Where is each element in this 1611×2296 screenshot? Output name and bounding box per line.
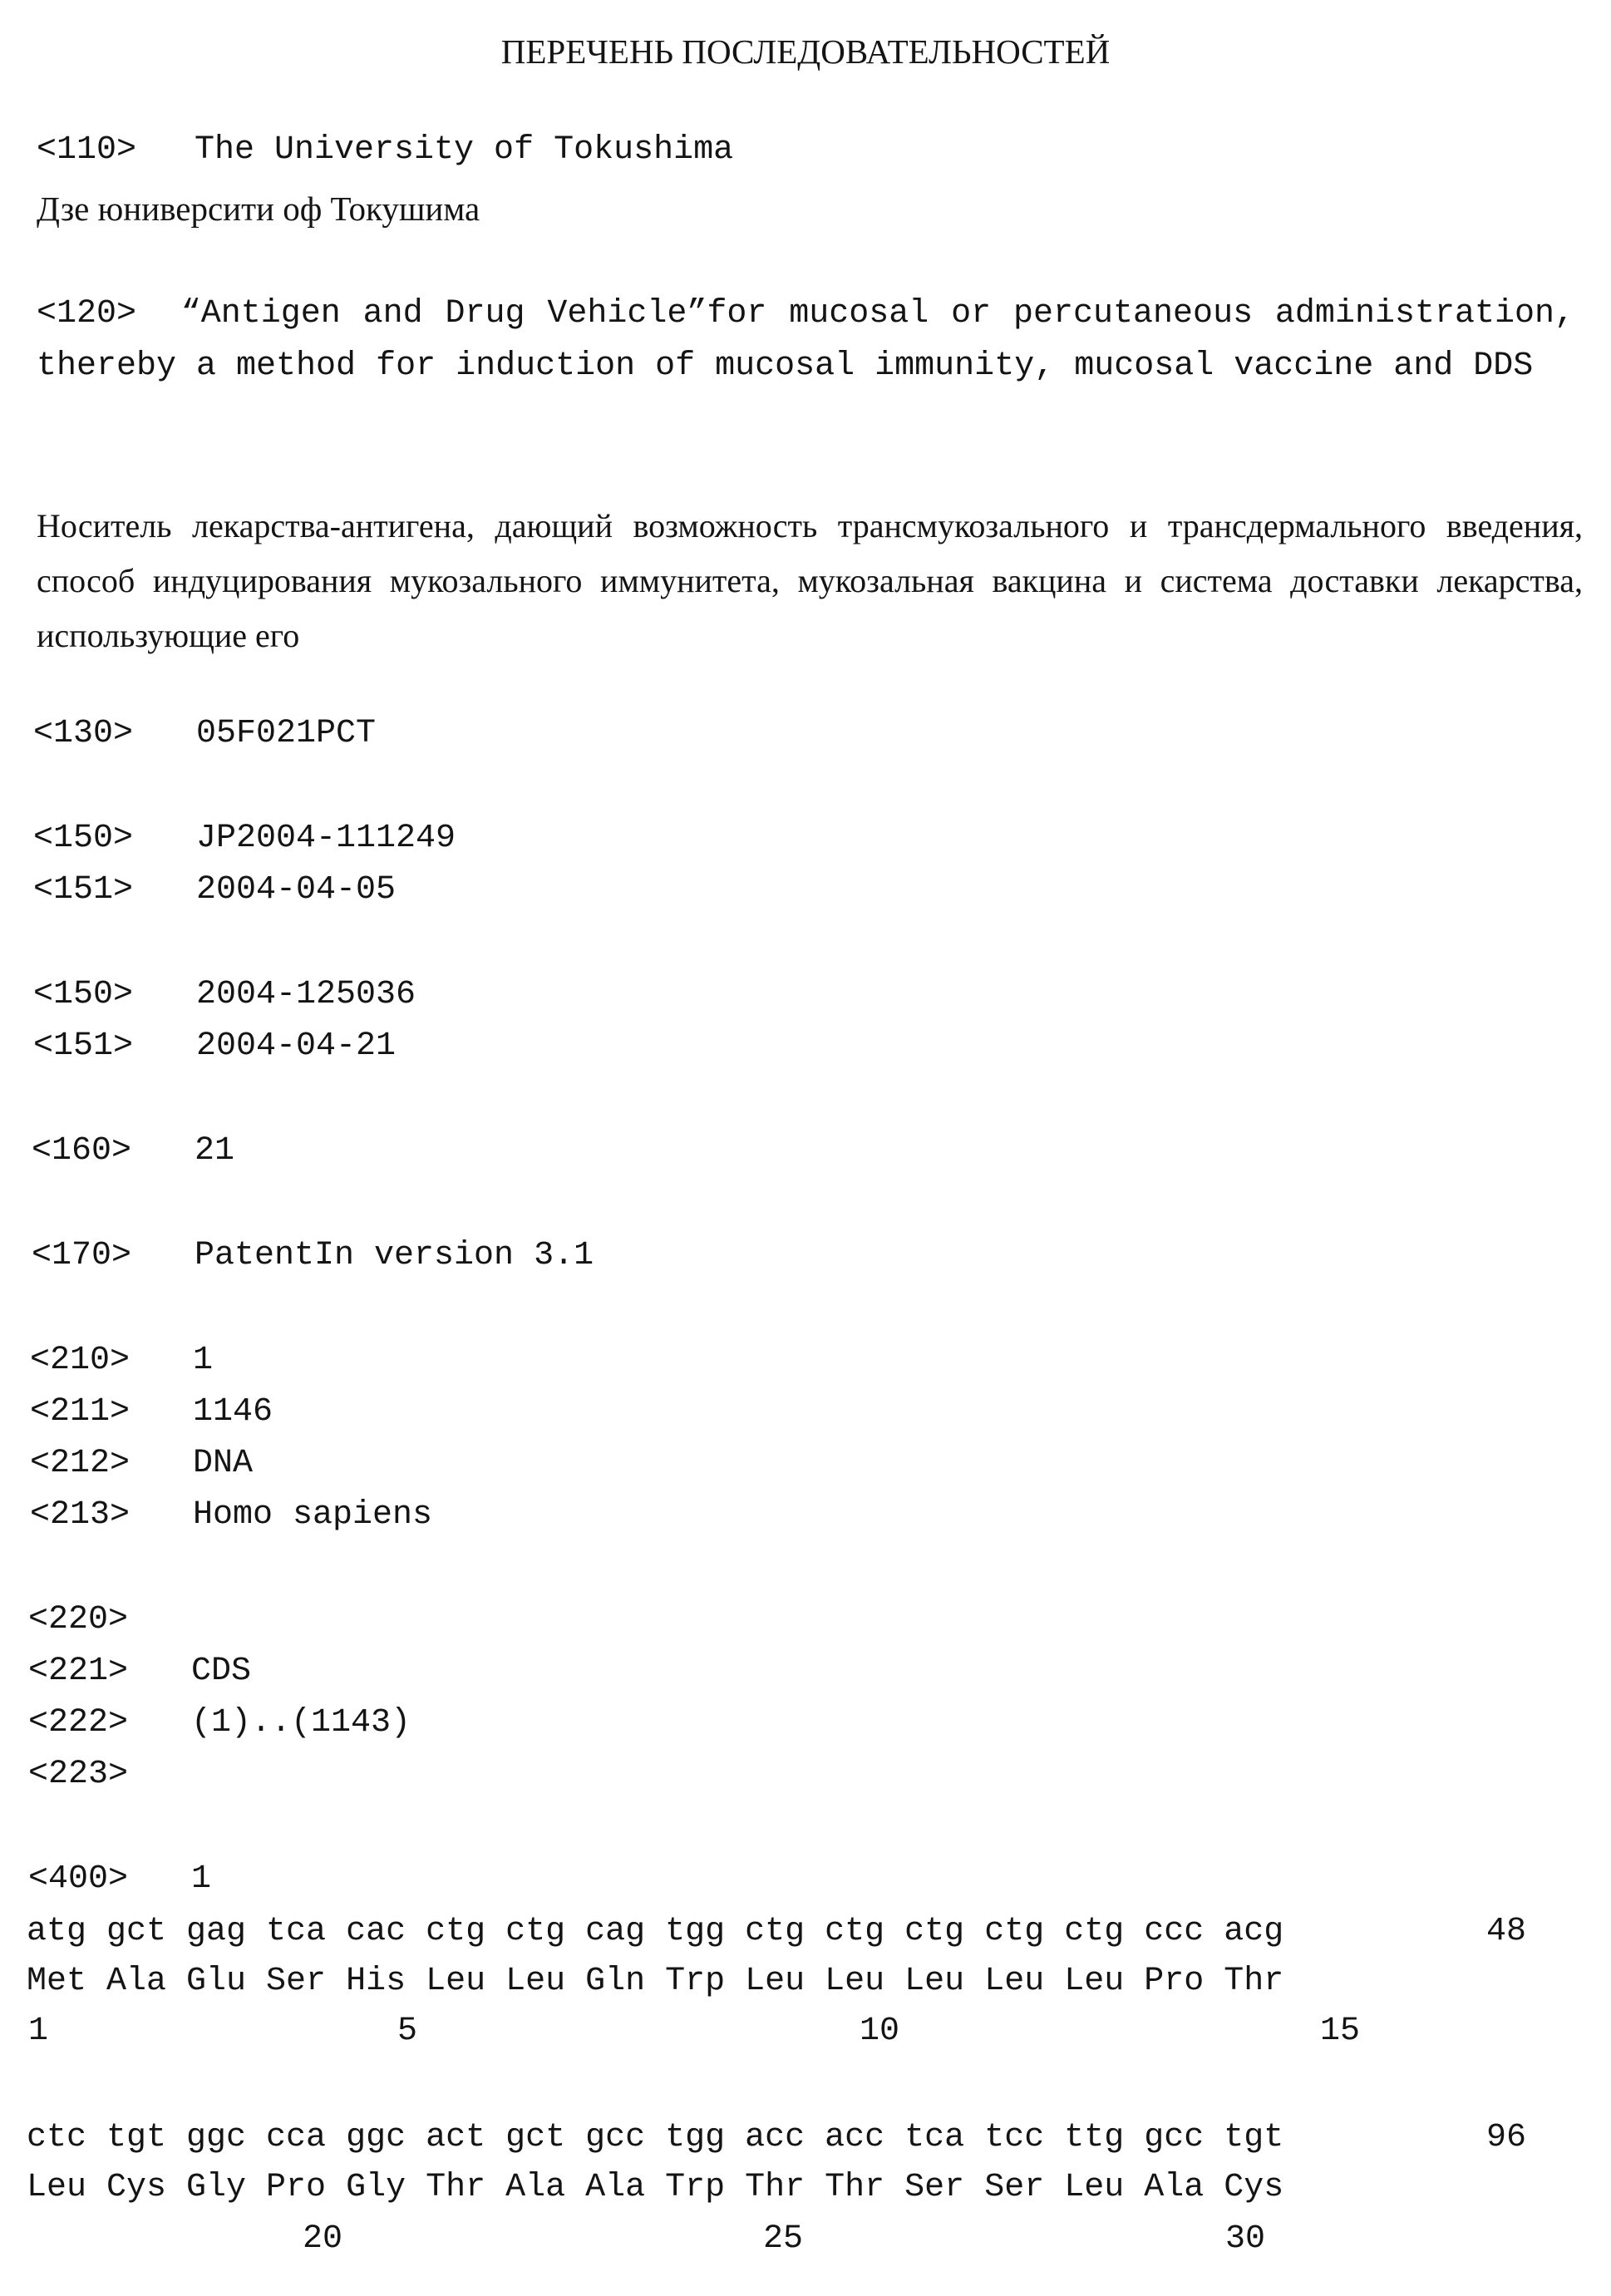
software-line	[32, 1230, 594, 1282]
invention-title-en	[37, 288, 1574, 392]
applicant-name-ru: Дзе юниверсити оф Токушима	[37, 181, 480, 236]
file-reference-line	[33, 708, 376, 760]
aa-position-25: 25	[763, 2215, 803, 2264]
seq-type-line	[30, 1438, 253, 1490]
aa-position-1: 1	[28, 2007, 48, 2057]
dna-line-1: atg gct gag tca cac ctg ctg cag tgg ctg ctg ctg ctg ctg ccc acg	[27, 1907, 1283, 1957]
invention-title-ru: Носитель лекарства-антигена, дающий возможность трансмукозального и трансдермального введения, способ индуцирования мукозального иммунитета, мукозальная вакцина и система доставки лекарства, использующие его	[37, 499, 1583, 663]
seq-type-value: DNA	[193, 1445, 253, 1482]
feature-name-value: CDS	[191, 1653, 251, 1690]
page-title: ПЕРЕЧЕНЬ ПОСЛЕДОВАТЕЛЬНОСТЕЙ	[0, 27, 1611, 76]
feature-location-line	[28, 1697, 411, 1749]
seq-length-tag: <211>	[30, 1387, 193, 1438]
priority-1-app-value: JP2004-111249	[196, 820, 456, 857]
applicant-line	[37, 125, 733, 176]
seq-id-tag: <210>	[30, 1335, 193, 1387]
seq-organism-value: Homo sapiens	[193, 1496, 432, 1534]
priority-1-date-line	[33, 865, 396, 916]
priority-2-date-tag: <151>	[33, 1021, 196, 1072]
file-reference-value: 05F021PCT	[196, 715, 376, 752]
aa-position-15: 15	[1320, 2007, 1360, 2057]
aa-position-20: 20	[303, 2215, 342, 2264]
software-tag: <170>	[32, 1230, 195, 1282]
protein-line-1: Met Ala Glu Ser His Leu Leu Gln Trp Leu Leu Leu Leu Leu Pro Thr	[27, 1957, 1283, 2007]
seq-id-line	[30, 1335, 213, 1387]
invention-title-tag: <120>	[37, 295, 136, 333]
sequence-header-line	[28, 1854, 211, 1905]
feature-other-tag: <223>	[28, 1756, 128, 1793]
seq-length-value: 1146	[193, 1393, 273, 1431]
feature-other-line	[28, 1749, 128, 1801]
priority-2-app-tag: <150>	[33, 969, 196, 1021]
seq-type-tag: <212>	[30, 1438, 193, 1490]
applicant-tag: <110>	[37, 125, 195, 176]
aa-position-10: 10	[860, 2007, 899, 2057]
nucleotide-count-1: 48	[1443, 1907, 1526, 1957]
feature-name-line	[28, 1646, 251, 1697]
priority-2-date-value: 2004-04-21	[196, 1027, 396, 1065]
priority-1-date-tag: <151>	[33, 865, 196, 916]
feature-location-value: (1)..(1143)	[191, 1704, 411, 1742]
software-value: PatentIn version 3.1	[195, 1237, 594, 1274]
feature-location-tag: <222>	[28, 1697, 191, 1749]
seq-organism-tag: <213>	[30, 1490, 193, 1541]
seq-length-line	[30, 1387, 273, 1438]
seq-organism-line	[30, 1490, 432, 1541]
protein-line-2: Leu Cys Gly Pro Gly Thr Ala Ala Trp Thr Thr Ser Ser Leu Ala Cys	[27, 2163, 1283, 2213]
feature-tag-line	[28, 1594, 128, 1646]
num-sequences-tag: <160>	[32, 1126, 195, 1177]
dna-line-2: ctc tgt ggc cca ggc act gct gcc tgg acc acc tca tcc ttg gcc tgt	[27, 2113, 1283, 2163]
aa-position-5: 5	[397, 2007, 417, 2057]
aa-position-30: 30	[1225, 2215, 1265, 2264]
priority-2-date-line	[33, 1021, 396, 1072]
priority-2-app-value: 2004-125036	[196, 976, 416, 1013]
num-sequences-value: 21	[195, 1132, 234, 1170]
sequence-id-value: 1	[191, 1860, 211, 1898]
feature-tag: <220>	[28, 1601, 128, 1638]
file-reference-tag: <130>	[33, 708, 196, 760]
applicant-name-en: The University of Tokushima	[195, 131, 733, 169]
priority-1-date-value: 2004-04-05	[196, 871, 396, 909]
priority-2-app-line	[33, 969, 416, 1021]
sequence-tag: <400>	[28, 1854, 191, 1905]
priority-1-app-line	[33, 813, 456, 865]
seq-id-value: 1	[193, 1342, 213, 1379]
feature-name-tag: <221>	[28, 1646, 191, 1697]
nucleotide-count-2: 96	[1443, 2113, 1526, 2163]
priority-1-app-tag: <150>	[33, 813, 196, 865]
invention-title-en-text: “Antigen and Drug Vehicle”for mucosal or percutaneous administration, thereby a method for induction of mucosal immunity, mucosal vaccine and DDS	[37, 295, 1574, 385]
num-sequences-line	[32, 1126, 234, 1177]
